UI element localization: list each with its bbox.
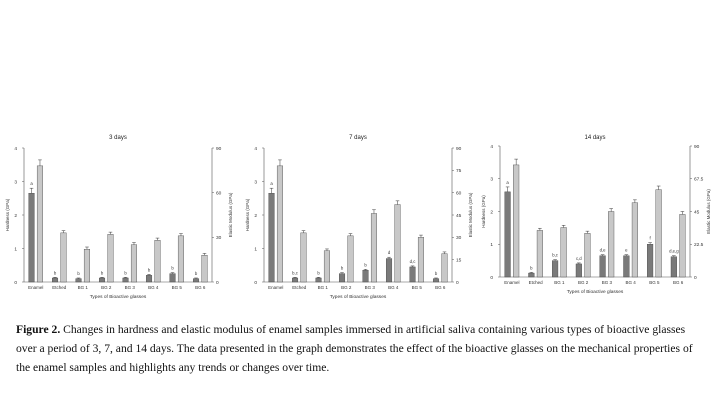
y-tick-label-right: 67.5: [694, 177, 704, 183]
y-tick-label-right: 22.5: [694, 243, 704, 249]
x-tick-label: BG 5: [649, 280, 660, 285]
bar-hardness: [146, 275, 152, 282]
y-tick-label-right: 30: [216, 236, 222, 242]
bar-modulus: [395, 205, 401, 282]
significance-label: f: [649, 235, 651, 241]
x-tick-label: Etched: [292, 285, 307, 290]
bar-modulus: [561, 228, 567, 277]
chart-title: 7 days: [349, 135, 367, 141]
y-tick-label-left: 3: [490, 177, 493, 183]
x-tick-label: BG 5: [411, 285, 422, 290]
y-axis-label-left: Hardness (GPa): [5, 198, 10, 232]
y-tick-label-left: 1: [14, 247, 17, 253]
bar-modulus: [632, 203, 638, 277]
y-tick-label-left: 4: [14, 146, 17, 152]
y-tick-label-left: 2: [254, 213, 257, 219]
significance-label: b: [317, 270, 320, 276]
chart-14-days: [480, 125, 720, 300]
y-tick-label-right: 45: [456, 213, 462, 219]
x-axis-label: Types of Bioactive glasses: [329, 295, 387, 300]
x-tick-label: BG 4: [388, 285, 399, 290]
x-axis-label: Types of Bioactive glasses: [89, 295, 147, 300]
bar-modulus: [61, 233, 67, 282]
bar-modulus: [108, 234, 114, 282]
chart-7-days: [240, 125, 480, 300]
bar-hardness: [123, 278, 129, 282]
significance-label: b: [53, 270, 57, 276]
bar-hardness: [52, 278, 58, 282]
x-tick-label: BG 2: [577, 280, 589, 285]
bar-modulus: [301, 233, 307, 282]
x-tick-label: Etched: [52, 285, 67, 290]
bar-modulus: [178, 236, 184, 282]
y-axis-label-right: Elastic Modulus (GPa): [228, 192, 233, 238]
x-tick-label: BG 6: [435, 285, 446, 290]
significance-label: c,d: [575, 255, 582, 261]
y-tick-label-right: 60: [216, 191, 222, 197]
figure-caption: [16, 320, 708, 377]
significance-label: e: [625, 247, 628, 253]
x-tick-label: BG 3: [601, 280, 613, 285]
bar-hardness: [170, 274, 176, 282]
bar-hardness: [529, 273, 535, 277]
y-tick-label-right: 45: [694, 210, 700, 216]
bar-modulus: [131, 245, 137, 282]
bar-modulus: [348, 236, 354, 282]
y-tick-label-right: 60: [456, 191, 462, 197]
significance-label: d,e,g: [669, 248, 679, 254]
significance-label: d,e: [599, 247, 606, 253]
x-tick-label: Enamel: [268, 285, 284, 290]
caption-label: Figure 2.: [16, 323, 61, 336]
y-tick-label-right: 90: [456, 146, 462, 152]
bar-modulus: [537, 230, 543, 277]
x-tick-label: BG 3: [364, 285, 375, 290]
y-tick-label-left: 3: [254, 180, 257, 186]
bar-hardness: [292, 278, 298, 282]
bar-modulus: [84, 249, 90, 282]
bar-hardness: [647, 244, 653, 277]
y-axis-label-right: Elastic Modulus (GPa): [468, 192, 473, 238]
x-tick-label: BG 3: [124, 285, 135, 290]
x-tick-label: BG 1: [317, 285, 328, 290]
bar-modulus: [513, 165, 519, 277]
y-axis-label-right: Elastic Modulus (GPa): [706, 189, 711, 234]
x-tick-label: Etched: [528, 280, 543, 285]
y-tick-label-left: 0: [14, 280, 17, 286]
y-tick-label-right: 30: [456, 236, 462, 242]
significance-label: b: [194, 270, 198, 276]
chart-3-days: [0, 125, 240, 300]
significance-label: d,c: [409, 258, 416, 264]
bar-modulus: [37, 166, 43, 282]
bar-hardness: [316, 278, 322, 282]
y-tick-label-left: 0: [254, 280, 257, 286]
y-tick-label-right: 0: [456, 280, 459, 286]
y-tick-label-left: 1: [490, 243, 493, 249]
significance-label: b,c: [292, 270, 298, 276]
y-tick-label-left: 4: [490, 144, 493, 150]
y-tick-label-right: 75: [456, 169, 462, 175]
bar-hardness: [552, 261, 558, 277]
significance-label: a: [506, 179, 509, 185]
bar-modulus: [656, 190, 662, 277]
y-axis-label-left: Hardness (GPa): [481, 195, 486, 228]
y-tick-label-left: 2: [14, 213, 17, 219]
bar-hardness: [339, 274, 345, 282]
y-tick-label-left: 3: [14, 180, 17, 186]
y-tick-label-left: 4: [254, 146, 257, 152]
bar-hardness: [269, 193, 275, 282]
significance-label: b: [147, 267, 151, 273]
x-tick-label: BG 4: [625, 280, 636, 285]
significance-label: b: [77, 270, 80, 276]
bar-hardness: [600, 256, 606, 277]
bar-hardness: [410, 267, 416, 282]
y-tick-label-right: 0: [216, 280, 219, 286]
x-tick-label: BG 2: [341, 285, 352, 290]
bar-hardness: [193, 279, 199, 282]
significance-label: b: [530, 265, 533, 271]
charts-area: [0, 125, 720, 300]
x-tick-label: BG 6: [195, 285, 206, 290]
significance-label: b: [340, 265, 344, 271]
x-tick-label: BG 1: [77, 285, 88, 290]
bar-hardness: [576, 264, 582, 277]
y-axis-label-left: Hardness (GPa): [245, 198, 250, 232]
significance-label: b: [434, 270, 438, 276]
bar-modulus: [202, 255, 208, 282]
x-axis-label: Types of Bioactive glasses: [566, 290, 624, 295]
significance-label: b: [100, 270, 104, 276]
bar-modulus: [442, 254, 448, 282]
bar-modulus: [585, 233, 591, 277]
y-tick-label-left: 1: [254, 247, 257, 253]
bar-hardness: [29, 193, 35, 282]
significance-label: a: [30, 181, 33, 187]
significance-label: b: [171, 265, 174, 271]
bar-modulus: [680, 214, 686, 277]
y-tick-label-left: 0: [490, 275, 493, 281]
y-tick-label-left: 2: [490, 210, 493, 216]
significance-label: b: [124, 270, 127, 276]
bar-hardness: [386, 259, 392, 282]
caption-text: Changes in hardness and elastic modulus of enamel samples immersed in artificial saliva containing various types of bioactive glasses over a period of 3, 7, and 14 days. The data presented in the graph demonstrates the effect of the bioactive glasses on the mechanical properties of the enamel samples and highlights any trends or changes over time.: [16, 323, 693, 374]
bar-modulus: [155, 240, 161, 282]
x-tick-label: BG 6: [672, 280, 684, 285]
y-tick-label-right: 90: [694, 144, 700, 150]
bar-hardness: [624, 256, 630, 277]
x-tick-label: BG 1: [554, 280, 565, 285]
bar-hardness: [363, 270, 369, 282]
chart-title: 14 days: [584, 135, 606, 141]
x-tick-label: Enamel: [28, 285, 44, 290]
bar-modulus: [324, 251, 330, 282]
significance-label: b: [364, 262, 367, 268]
bar-modulus: [418, 237, 424, 282]
bar-modulus: [608, 212, 614, 278]
y-tick-label-right: 0: [694, 275, 697, 281]
bar-hardness: [76, 279, 82, 282]
significance-label: d: [387, 250, 391, 256]
bar-modulus: [277, 166, 283, 282]
bar-hardness: [671, 257, 677, 277]
significance-label: a: [270, 181, 273, 187]
bar-hardness: [433, 279, 439, 282]
chart-title: 3 days: [109, 135, 127, 141]
y-tick-label-right: 15: [456, 258, 462, 264]
significance-label: b,c: [552, 252, 558, 258]
x-tick-label: BG 4: [148, 285, 159, 290]
bar-modulus: [371, 214, 377, 282]
bar-hardness: [99, 278, 105, 282]
x-tick-label: BG 5: [171, 285, 182, 290]
bar-hardness: [505, 192, 511, 277]
y-tick-label-right: 90: [216, 146, 222, 152]
x-tick-label: BG 2: [101, 285, 112, 290]
x-tick-label: Enamel: [504, 280, 520, 285]
